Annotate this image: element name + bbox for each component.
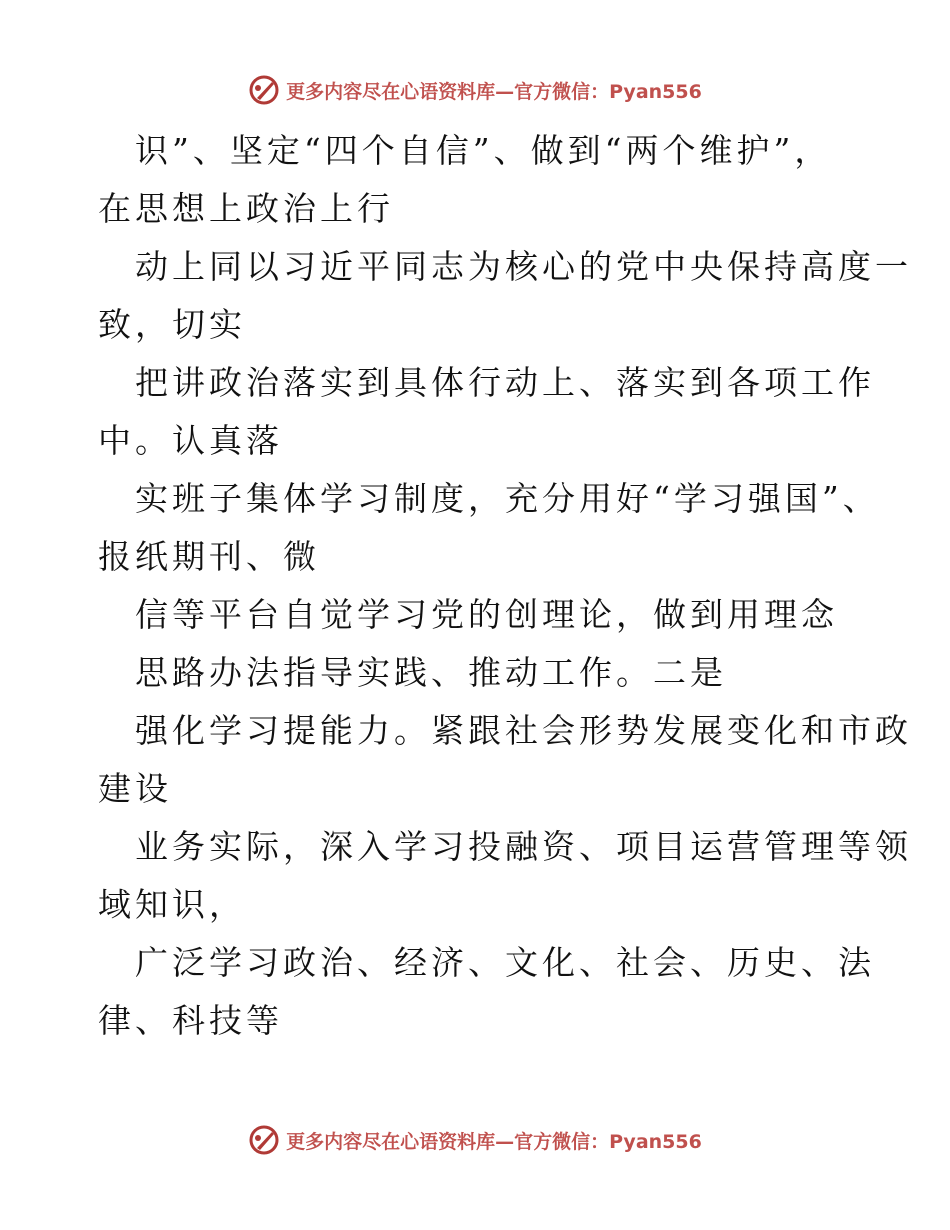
paragraph-line: 动上同以习近平同志为核心的党中央保持高度一 (135, 247, 912, 286)
paragraph-line: 建设 (98, 769, 172, 808)
quill-logo-icon (248, 74, 280, 106)
paragraph-line: 中。认真落 (98, 421, 283, 460)
paragraph-line: 广泛学习政治、经济、文化、社会、历史、法 (135, 943, 875, 982)
paragraph-line: 报纸期刊、微 (98, 537, 320, 576)
paragraph-line: 致，切实 (98, 305, 246, 344)
paragraph-line: 实班子集体学习制度，充分用好“学习强国”、 (135, 479, 880, 518)
footer-watermark (0, 1120, 950, 1160)
paragraph-line: 域知识， (98, 885, 246, 924)
paragraph-6 (0, 644, 950, 702)
paragraph-2 (0, 238, 950, 354)
watermark-text: 更多内容尽在心语资料库—官方微信：Pyan556 (286, 80, 702, 103)
paragraph-line: 强化学习提能力。紧跟社会形势发展变化和市政 (135, 711, 912, 750)
paragraph-7 (0, 702, 950, 818)
paragraph-1 (0, 122, 950, 238)
header-watermark (0, 70, 950, 110)
paragraph-line: 信等平台自觉学习党的创理论，做到用理念 (135, 595, 838, 634)
paragraph-5 (0, 586, 950, 644)
document-body (0, 122, 950, 1050)
paragraph-line: 律、科技等 (98, 1001, 283, 1040)
quill-logo-icon (248, 1124, 280, 1156)
paragraph-line: 把讲政治落实到具体行动上、落实到各项工作 (135, 363, 875, 402)
paragraph-3 (0, 354, 950, 470)
paragraph-9 (0, 934, 950, 1050)
paragraph-4 (0, 470, 950, 586)
paragraph-line: 识”、坚定“四个自信”、做到“两个维护”， (135, 131, 832, 170)
watermark-text: 更多内容尽在心语资料库—官方微信：Pyan556 (286, 1130, 702, 1153)
paragraph-8 (0, 818, 950, 934)
paragraph-line: 业务实际，深入学习投融资、项目运营管理等领 (135, 827, 912, 866)
paragraph-line: 思路办法指导实践、推动工作。二是 (135, 653, 727, 692)
paragraph-line: 在思想上政治上行 (98, 189, 394, 228)
